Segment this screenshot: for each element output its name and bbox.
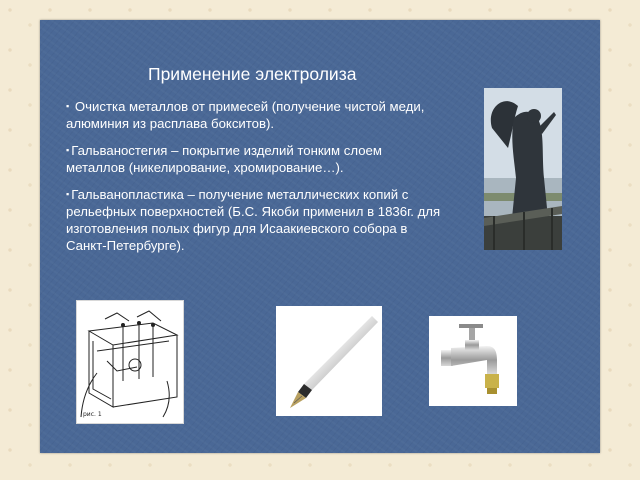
bullet-text: Очистка металлов от примесей (получение чистой меди, алюминия из расплава бокситов). [66, 99, 425, 131]
pen-image [276, 306, 382, 416]
bullet-purification [66, 98, 426, 132]
angel-statue-icon [484, 88, 562, 250]
figure-caption: рис. 1 [83, 411, 102, 418]
bullet-marker: ▪ [66, 101, 70, 111]
water-tap-icon [429, 316, 517, 406]
bullet-marker: ▪ [66, 145, 70, 155]
slide-title: Применение электролиза [148, 64, 357, 84]
slide [40, 20, 600, 453]
bullet-electroplating [66, 142, 426, 176]
fountain-pen-icon [276, 306, 382, 416]
bullet-marker: ▪ [66, 189, 70, 199]
electrolysis-apparatus-icon [77, 301, 183, 423]
tap-image [429, 316, 517, 406]
bullet-text: Гальванопластика – получение металлических копий с рельефных поверхностей (Б.С. Якоби применил в 1836г. для изготовления полых фигур для Исаакиевского собора в Санкт-Петербурге). [66, 187, 441, 253]
angel-statue-image [484, 88, 562, 250]
apparatus-image [76, 300, 184, 424]
bullet-electroforming [66, 186, 446, 254]
bullet-text: Гальваностегия – покрытие изделий тонким слоем металлов (никелирование, хромирование…). [66, 143, 382, 175]
